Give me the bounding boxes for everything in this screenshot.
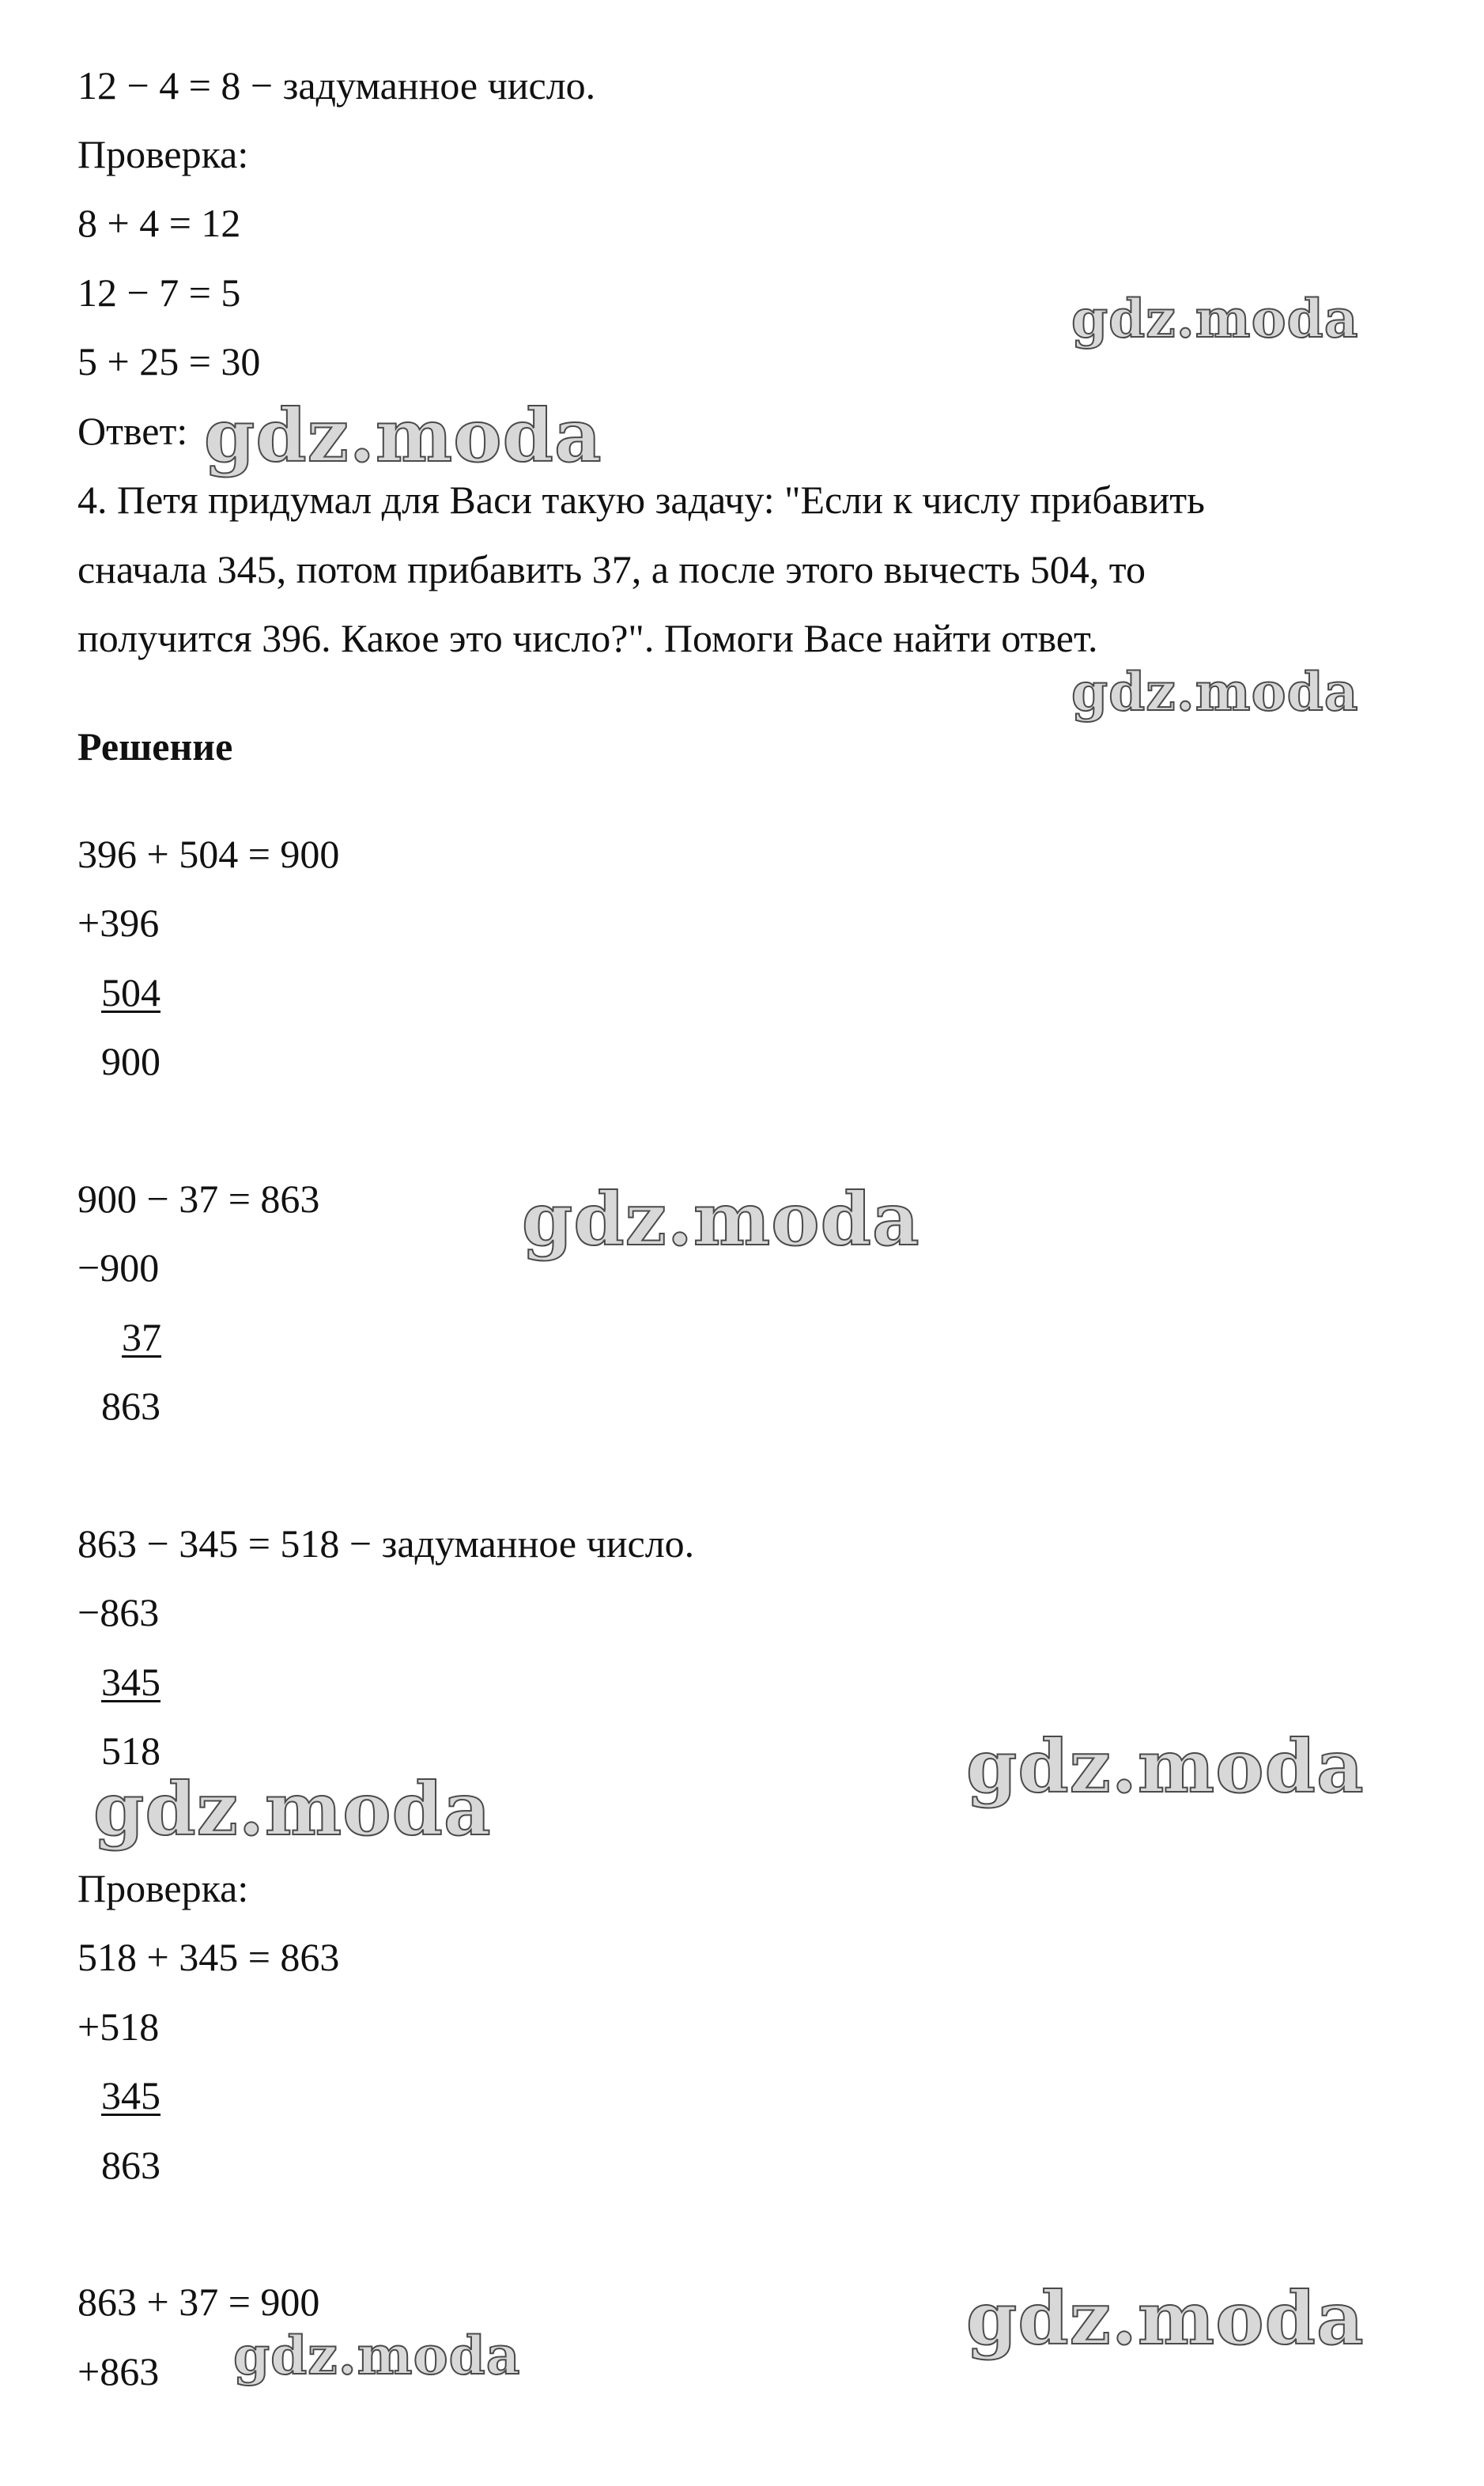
equation-line: 863 + 37 = 900 — [77, 2280, 320, 2324]
watermark: gdz.moda — [966, 1724, 1365, 1809]
equation-line: 5 + 25 = 30 — [77, 339, 261, 383]
watermark: gdz.moda — [93, 1766, 492, 1852]
column-operand: +863 — [77, 2349, 160, 2393]
column-operand: +396 — [77, 901, 160, 945]
equation-line: 396 + 504 = 900 — [77, 832, 340, 876]
equation-line: 863 − 345 = 518 − задуманное число. — [77, 1521, 695, 1566]
check-label: Проверка: — [77, 1866, 249, 1910]
column-result: 900 — [101, 1039, 160, 1083]
column-operand: −900 — [77, 1245, 160, 1290]
watermark: gdz.moda — [522, 1177, 920, 1262]
watermark: gdz.moda — [1071, 661, 1359, 723]
solution-heading: Решение — [77, 724, 233, 769]
watermark: gdz.moda — [966, 2276, 1365, 2361]
watermark: gdz.moda — [233, 2325, 521, 2386]
column-result: 863 — [101, 1384, 160, 1428]
equation-line: 518 + 345 = 863 — [77, 1935, 340, 1979]
column-operand: 345 — [101, 1660, 160, 1704]
watermark: gdz.moda — [204, 393, 602, 478]
problem-text: получится 396. Какое это число?". Помоги Васе найти ответ. — [77, 616, 1098, 660]
answer-label: Ответ: — [77, 409, 188, 453]
problem-text: 4. Петя придумал для Васи такую задачу: "Если к числу прибавить — [77, 478, 1205, 522]
column-operand: 345 — [101, 2073, 160, 2118]
column-operand: 504 — [101, 970, 160, 1014]
equation-line: 12 − 4 = 8 − задуманное число. — [77, 63, 596, 108]
column-result: 518 — [101, 1728, 160, 1773]
problem-text: сначала 345, потом прибавить 37, а после этого вычесть 504, то — [77, 547, 1146, 591]
column-result: 863 — [101, 2143, 160, 2187]
equation-line: 900 − 37 = 863 — [77, 1177, 320, 1221]
column-operand: 37 — [122, 1315, 161, 1359]
watermark: gdz.moda — [1071, 288, 1359, 349]
column-operand: +518 — [77, 2004, 160, 2049]
equation-line: 8 + 4 = 12 — [77, 201, 241, 245]
equation-line: 12 − 7 = 5 — [77, 270, 241, 315]
check-label: Проверка: — [77, 132, 249, 176]
column-operand: −863 — [77, 1590, 160, 1634]
